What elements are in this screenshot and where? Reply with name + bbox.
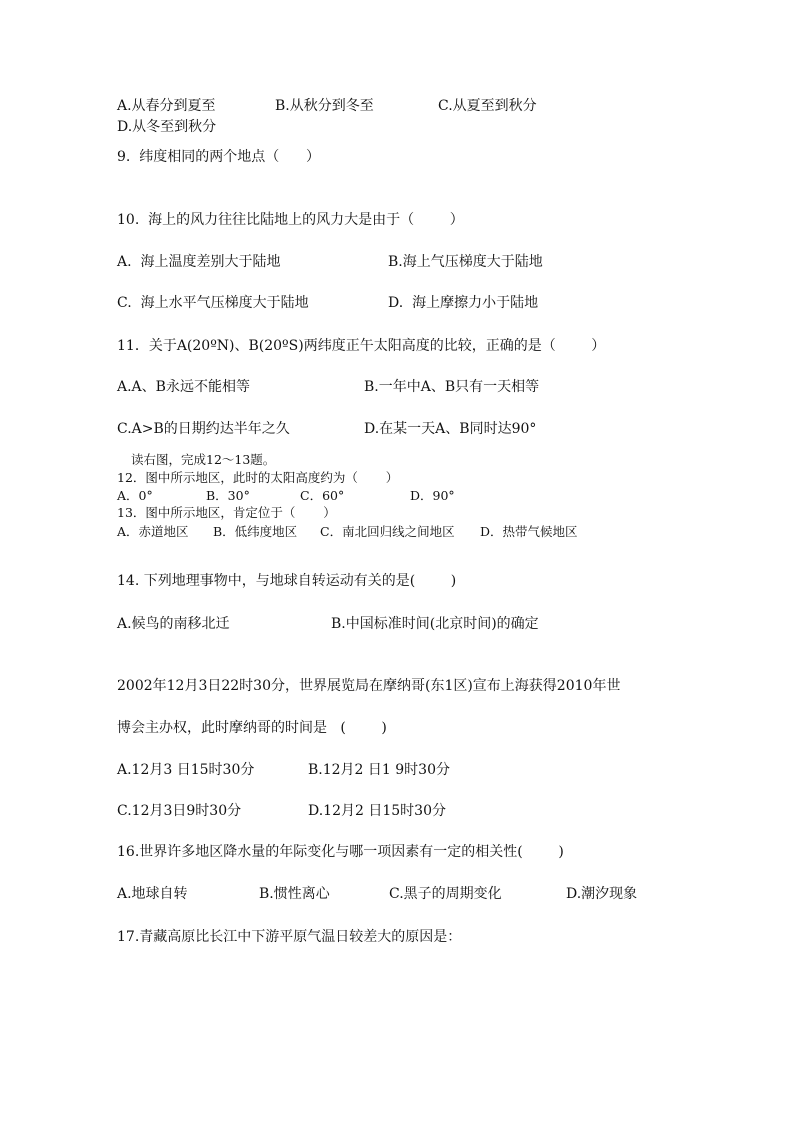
q13-option-b: B．低纬度地区	[213, 524, 298, 539]
q10-option-a: A. 海上温度差别大于陆地	[117, 254, 281, 270]
q15-option-b: B.12月2 日1 9时30分	[308, 762, 450, 778]
q8-option-b: B.从秋分到冬至	[275, 98, 374, 114]
q10-option-c: C. 海上水平气压梯度大于陆地	[117, 295, 309, 311]
q13-stem: 13．图中所示地区，肯定位于（ ）	[117, 505, 336, 520]
q10-option-d: D. 海上摩擦力小于陆地	[388, 295, 539, 311]
q11-option-a: A.A、B永远不能相等	[117, 379, 250, 395]
q13-option-a: A．赤道地区	[117, 524, 189, 539]
q11-stem: 11．关于A(20ºN)、B(20ºS)两纬度正午太阳高度的比较，正确的是（ ）	[117, 338, 606, 354]
q12-option-d: D．90°	[410, 488, 455, 503]
q14-option-b: B.中国标准时间(北京时间)的确定	[331, 616, 539, 632]
q8-option-c: C.从夏至到秋分	[438, 98, 537, 114]
q12-option-c: C．60°	[300, 488, 345, 503]
q14-option-a: A.候鸟的南移北迁	[117, 616, 230, 632]
q13-option-d: D．热带气候地区	[480, 524, 578, 539]
q15-option-a: A.12月3 日15时30分	[117, 762, 255, 778]
q16-option-d: D.潮汐现象	[566, 886, 638, 902]
q17-stem: 17.青藏高原比长江中下游平原气温日较差大的原因是：	[117, 929, 462, 945]
q16-stem: 16.世界许多地区降水量的年际变化与哪一项因素有一定的相关性( )	[117, 844, 564, 860]
q13-option-c: C．南北回归线之间地区	[320, 524, 455, 539]
q12-stem: 12．图中所示地区，此时的太阳高度约为（ ）	[117, 470, 399, 485]
q16-option-a: A.地球自转	[117, 886, 188, 902]
q8-option-d: D.从冬至到秋分	[117, 119, 217, 135]
q12-option-b: B．30°	[206, 488, 250, 503]
q15-stem-line1: 2002年12月3日22时30分，世界展览局在摩纳哥(东1区)宣布上海获得2010年世	[117, 678, 621, 694]
q10-option-b: B.海上气压梯度大于陆地	[388, 254, 543, 270]
q16-option-b: B.惯性离心	[259, 886, 330, 902]
q15-option-d: D.12月2 日15时30分	[308, 803, 446, 819]
q9-stem: 9. 纬度相同的两个地点（ ）	[117, 149, 320, 165]
q11-option-b: B.一年中A、B只有一天相等	[364, 379, 540, 395]
q16-option-c: C.黑子的周期变化	[389, 886, 502, 902]
q15-stem-line2: 博会主办权，此时摩纳哥的时间是 ( )	[117, 720, 387, 736]
q15-option-c: C.12月3日9时30分	[117, 803, 242, 819]
q8-option-a: A.从春分到夏至	[117, 98, 216, 114]
q10-stem: 10. 海上的风力往往比陆地上的风力大是由于（ ）	[117, 212, 464, 228]
q11-option-c: C.A>B的日期约达半年之久	[117, 421, 290, 437]
q12-option-a: A．0°	[117, 488, 153, 503]
q11-option-d: D.在某一天A、B同时达90°	[364, 421, 537, 437]
q14-stem: 14. 下列地理事物中，与地球自转运动有关的是( )	[117, 573, 457, 589]
q12-13-intro: 读右图，完成12～13题。	[131, 452, 276, 467]
